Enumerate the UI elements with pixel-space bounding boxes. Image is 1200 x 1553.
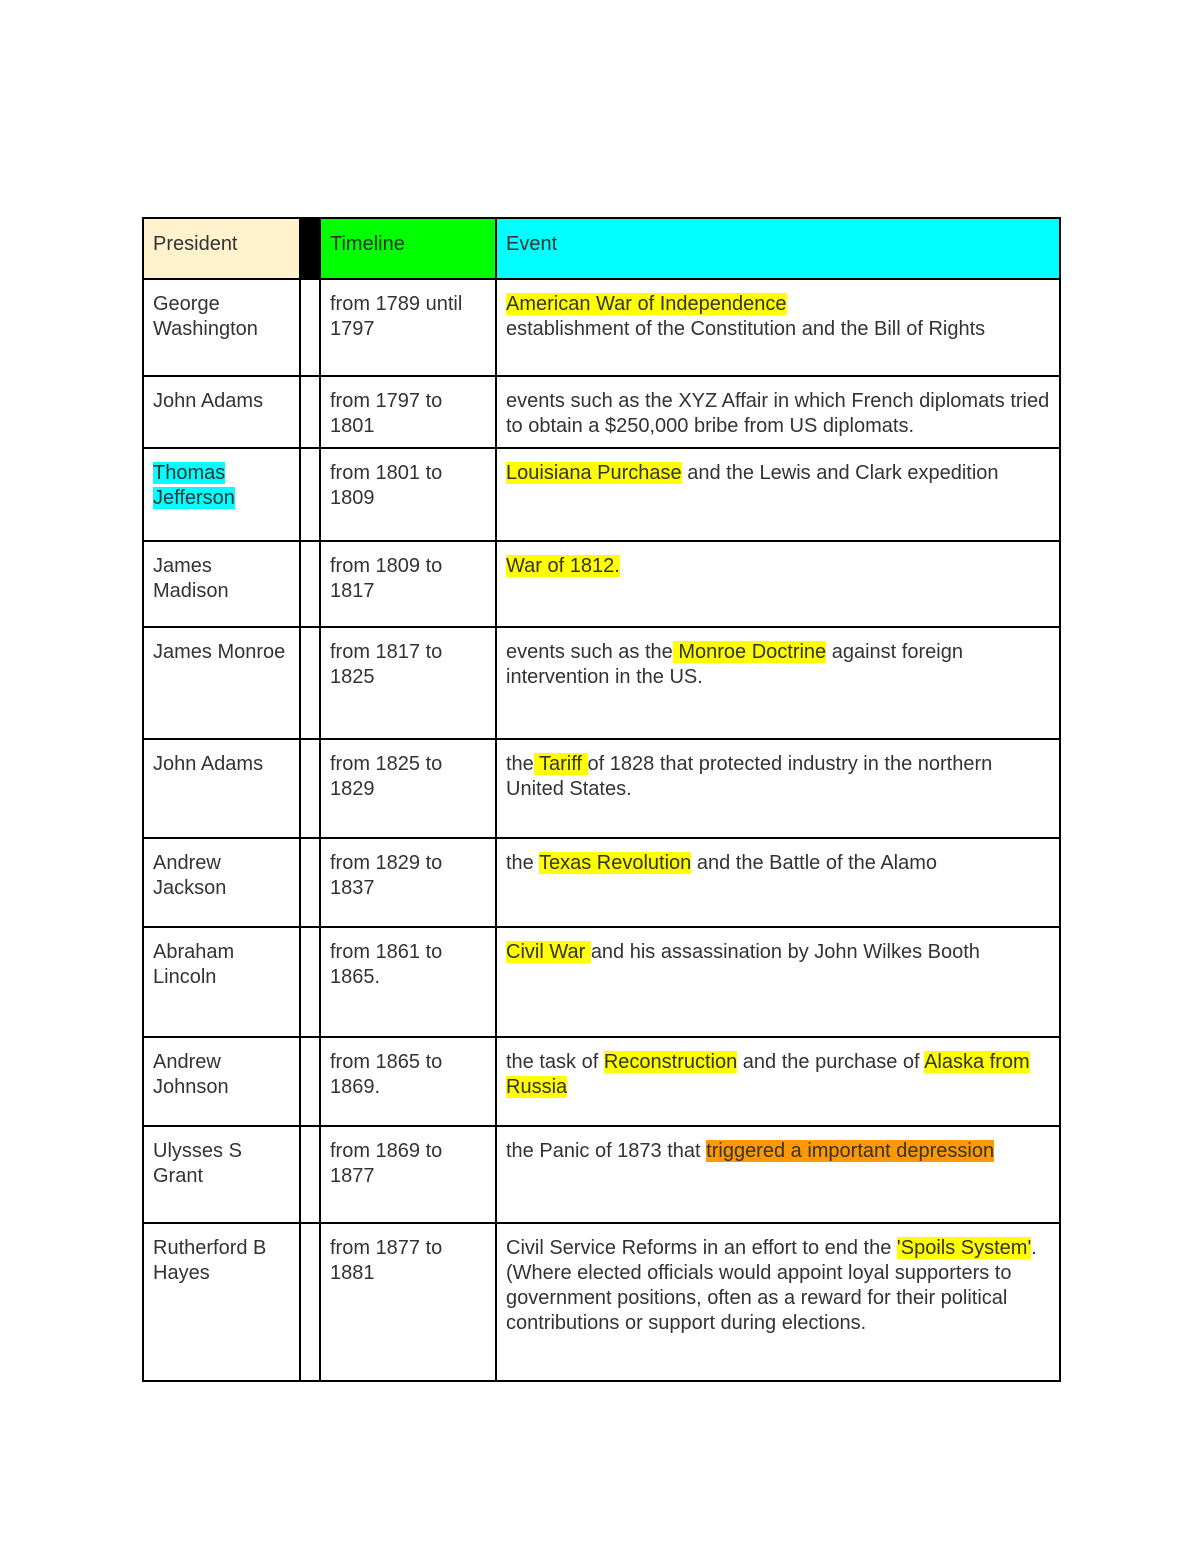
event-cell	[496, 448, 1060, 541]
president-cell	[143, 541, 300, 627]
table-row	[143, 1223, 1060, 1381]
table-row	[143, 627, 1060, 739]
president-cell	[143, 376, 300, 448]
table-row	[143, 927, 1060, 1037]
president-name: George Washington	[153, 293, 258, 340]
presidents-timeline-table	[142, 217, 1061, 1382]
table-row	[143, 1037, 1060, 1126]
president-cell	[143, 448, 300, 541]
table-row	[143, 279, 1060, 376]
highlighted-event-text: Civil War	[506, 941, 591, 963]
timeline-cell: from 1825 to 1829	[320, 739, 496, 838]
event-cell	[496, 838, 1060, 927]
event-text: and his assassination by John Wilkes Booth	[590, 941, 980, 963]
table-row	[143, 1126, 1060, 1223]
president-cell	[143, 627, 300, 739]
timeline-cell: from 1789 until 1797	[320, 279, 496, 376]
president-name: John Adams	[153, 390, 264, 412]
president-name: James Monroe	[153, 641, 286, 663]
event-text: Civil Service Reforms in an effort to end the	[506, 1237, 897, 1259]
spacer-cell	[300, 739, 320, 838]
timeline-cell: from 1865 to 1869.	[320, 1037, 496, 1126]
event-cell	[496, 376, 1060, 448]
event-text: and the Battle of the Alamo	[691, 852, 938, 874]
president-name: Rutherford B Hayes	[153, 1237, 267, 1284]
spacer-cell	[300, 279, 320, 376]
highlighted-event-text: Alaska from Russia	[506, 1051, 1030, 1098]
table-row	[143, 739, 1060, 838]
president-name: Abraham Lincoln	[153, 941, 235, 988]
timeline-cell: from 1877 to 1881	[320, 1223, 496, 1381]
event-text: the Panic of 1873 that	[506, 1140, 707, 1162]
header-spacer-cell	[300, 218, 320, 279]
president-cell	[143, 838, 300, 927]
event-text: the	[506, 753, 534, 775]
timeline-cell: from 1801 to 1809	[320, 448, 496, 541]
event-text: events such as the XYZ Affair in which French diplomats tried to obtain a $250,000 bribe from US diplomats.	[506, 390, 1050, 437]
header-timeline: Timeline	[320, 218, 496, 279]
table-row	[143, 448, 1060, 541]
timeline-cell: from 1869 to 1877	[320, 1126, 496, 1223]
timeline-cell: from 1797 to 1801	[320, 376, 496, 448]
event-text: of 1828 that protected industry in the northern United States.	[506, 753, 993, 800]
event-text: the	[506, 852, 539, 874]
event-text: and the purchase of	[737, 1051, 925, 1073]
highlighted-event-text: triggered a important depression	[706, 1140, 995, 1162]
event-text: and the Lewis and Clark expedition	[681, 462, 999, 484]
highlighted-event-text: Monroe Doctrine	[672, 641, 827, 663]
president-name: James Madison	[153, 555, 229, 602]
highlighted-event-text: American War of Independence	[506, 293, 787, 315]
president-name: Ulysses S Grant	[153, 1140, 242, 1187]
president-cell	[143, 927, 300, 1037]
president-name: John Adams	[153, 753, 264, 775]
event-cell	[496, 1037, 1060, 1126]
timeline-cell: from 1809 to 1817	[320, 541, 496, 627]
event-cell	[496, 739, 1060, 838]
timeline-cell: from 1861 to 1865.	[320, 927, 496, 1037]
highlighted-event-text: 'Spoils System'	[896, 1237, 1032, 1259]
spacer-cell	[300, 541, 320, 627]
spacer-cell	[300, 448, 320, 541]
highlighted-event-text: Louisiana Purchase	[506, 462, 682, 484]
event-cell	[496, 1223, 1060, 1381]
president-cell	[143, 739, 300, 838]
president-cell	[143, 1037, 300, 1126]
event-text: events such as the	[506, 641, 673, 663]
header-event: Event	[496, 218, 1060, 279]
spacer-cell	[300, 1223, 320, 1381]
spacer-cell	[300, 927, 320, 1037]
highlighted-event-text: Tariff	[533, 753, 588, 775]
table-row	[143, 838, 1060, 927]
president-name: Andrew Johnson	[153, 1051, 229, 1098]
president-cell	[143, 1126, 300, 1223]
spacer-cell	[300, 1037, 320, 1126]
timeline-cell: from 1829 to 1837	[320, 838, 496, 927]
header-president: President	[143, 218, 300, 279]
event-text: establishment of the Constitution and the Bill of Rights	[506, 318, 986, 340]
spacer-cell	[300, 1126, 320, 1223]
spacer-cell	[300, 838, 320, 927]
event-cell	[496, 1126, 1060, 1223]
event-cell	[496, 627, 1060, 739]
president-cell	[143, 279, 300, 376]
event-cell	[496, 279, 1060, 376]
table-row	[143, 541, 1060, 627]
spacer-cell	[300, 376, 320, 448]
highlighted-event-text: Texas Revolution	[539, 852, 692, 874]
event-text: against foreign intervention in the US.	[506, 641, 963, 688]
president-name: Andrew Jackson	[153, 852, 227, 899]
event-text: . (Where elected officials would appoint loyal supporters to government positions, often as a reward for their political contributions or support during elections.	[506, 1237, 1037, 1334]
highlighted-event-text: Reconstruction	[603, 1051, 738, 1073]
highlighted-event-text: War of 1812.	[506, 555, 620, 577]
timeline-cell: from 1817 to 1825	[320, 627, 496, 739]
event-cell	[496, 541, 1060, 627]
event-cell	[496, 927, 1060, 1037]
table-header-row	[143, 218, 1060, 279]
president-cell	[143, 1223, 300, 1381]
president-name: Thomas Jefferson	[153, 462, 235, 509]
event-text: the task of	[506, 1051, 604, 1073]
table-row	[143, 376, 1060, 448]
spacer-cell	[300, 627, 320, 739]
